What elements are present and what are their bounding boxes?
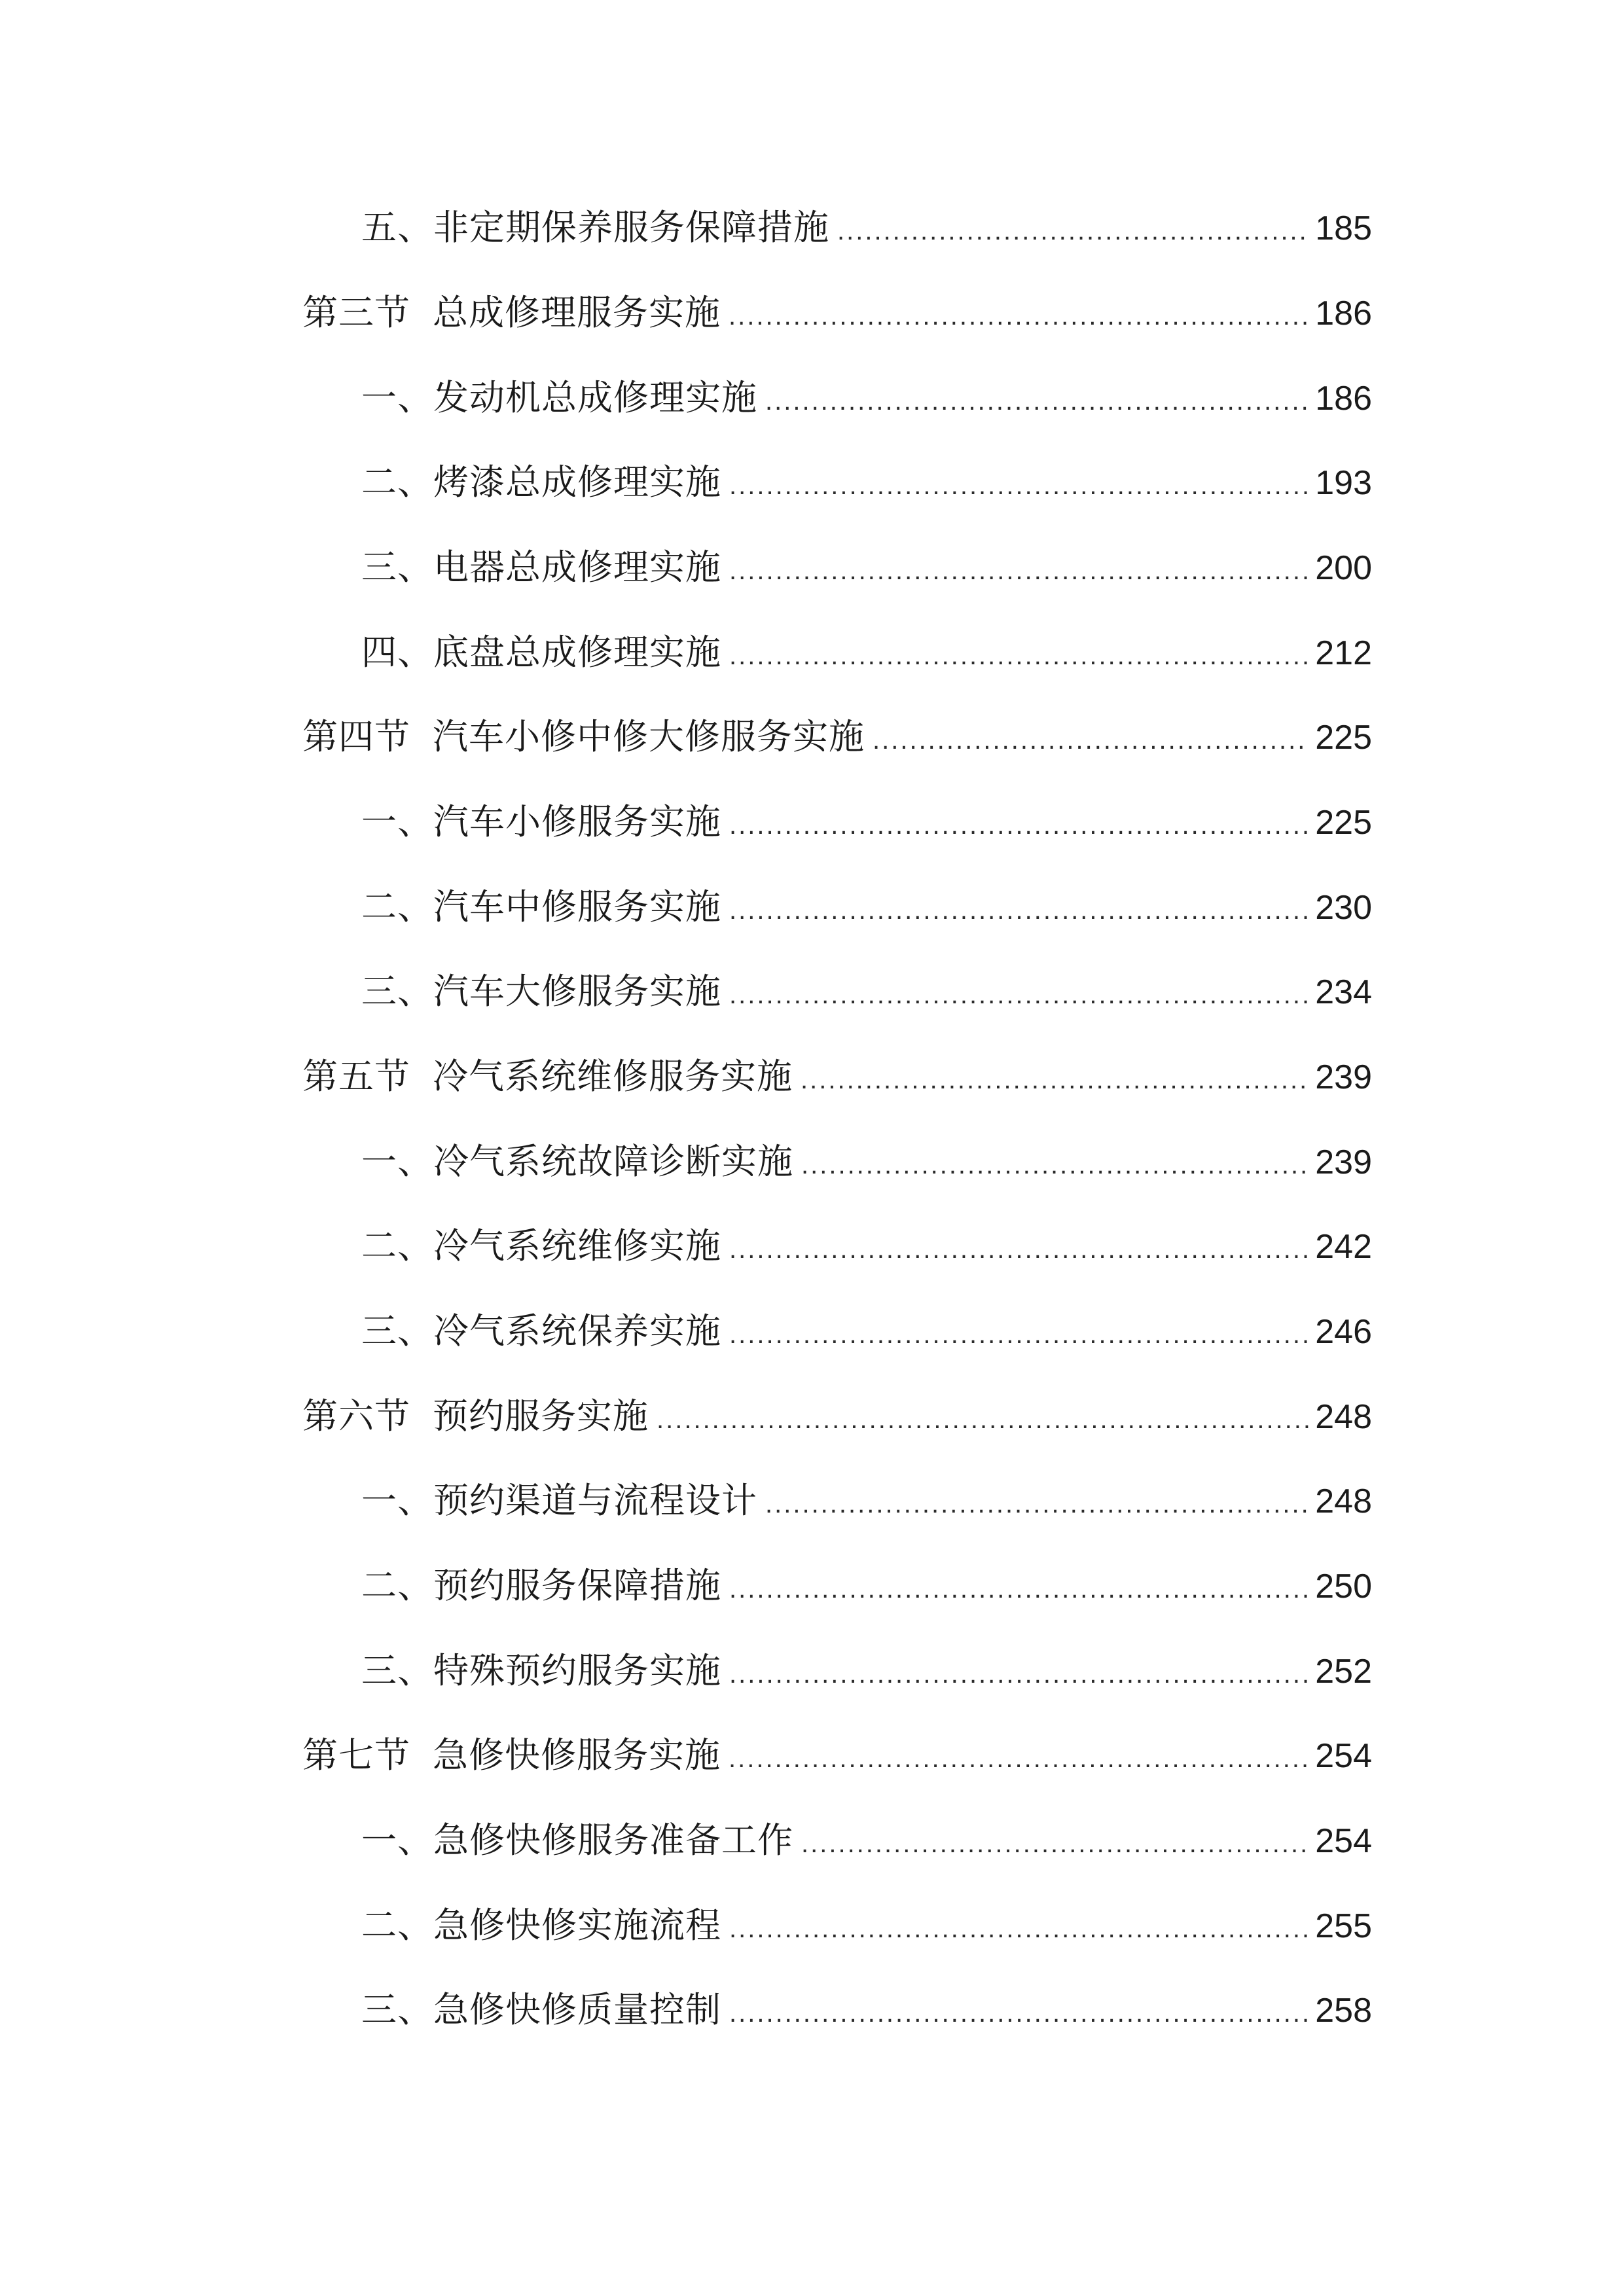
toc-entry[interactable] [361,1899,1372,1952]
toc-entry-label: 三、电器总成修理实施 [361,547,721,588]
toc-entry-title [361,1984,721,2036]
toc-entry[interactable] [361,541,1372,594]
toc-page-number: 239 [1315,1143,1372,1181]
toc-dot-leader [729,1223,1308,1276]
toc-page-number: 225 [1315,804,1372,842]
toc-dot-leader [729,1987,1308,2039]
toc-entry-label: 一、发动机总成修理实施 [361,377,757,418]
toc-entry-title [361,626,721,679]
toc-dot-leader [801,1139,1308,1191]
toc-entry[interactable] [361,202,1372,254]
toc-dot-leader [729,1563,1308,1615]
toc-entry-title [361,881,721,933]
toc-entry[interactable] [361,1984,1372,2036]
toc-entry-title [361,1560,721,1612]
toc-dot-leader [729,1903,1308,1955]
toc-entry-title [361,1305,721,1357]
toc-entry[interactable] [361,456,1372,509]
toc-entry-title [361,456,721,509]
toc-page-number: 254 [1315,1737,1372,1775]
toc-entry[interactable] [361,965,1372,1018]
toc-page-number: 250 [1315,1568,1372,1605]
toc-entry-label: 一、预约渠道与流程设计 [361,1480,757,1521]
toc-entry-title [361,1475,757,1527]
toc-entry-label: 三、冷气系统保养实施 [361,1310,721,1352]
toc-dot-leader [765,1478,1308,1530]
toc-page-number: 193 [1315,464,1372,502]
toc-entry[interactable] [361,626,1372,679]
toc-page-number: 185 [1315,209,1372,247]
toc-entry-label: 预约服务实施 [433,1395,649,1437]
toc-page-number: 225 [1315,719,1372,757]
toc-entry-title [361,1645,721,1697]
toc-entry-label: 三、汽车大修服务实施 [361,971,721,1012]
toc-page-number: 258 [1315,1992,1372,2030]
toc-entry[interactable] [302,287,1372,339]
toc-page-number: 239 [1315,1058,1372,1096]
toc-entry[interactable] [302,1729,1372,1782]
toc-entry-label: 一、急修快修服务准备工作 [361,1820,793,1861]
toc-entry-title [361,372,757,424]
toc-entry-title [302,287,721,339]
toc-page-number: 212 [1315,634,1372,672]
toc-entry-label: 三、急修快修质量控制 [361,1989,721,2030]
toc-entry-title [302,1390,649,1443]
toc-page-number: 186 [1315,295,1372,332]
toc-dot-leader [729,884,1308,937]
toc-dot-leader [729,799,1308,852]
toc-page-number: 246 [1315,1313,1372,1351]
toc-section-number: 第七节 [302,1734,410,1776]
toc-dot-leader [765,375,1308,427]
toc-entry-label: 二、汽车中修服务实施 [361,886,721,927]
toc-page-number: 252 [1315,1653,1372,1691]
toc-entry[interactable] [361,372,1372,424]
toc-entry-title [361,1814,793,1867]
toc-entry[interactable] [302,1390,1372,1443]
toc-page-number: 254 [1315,1822,1372,1860]
toc-entry-label: 一、汽车小修服务实施 [361,801,721,842]
toc-page-number: 248 [1315,1398,1372,1436]
toc-section-number: 第三节 [302,292,410,333]
toc-dot-leader [729,1648,1308,1700]
toc-page-number: 255 [1315,1907,1372,1945]
toc-dot-leader [837,205,1308,257]
toc-dot-leader [801,1054,1308,1106]
toc-dot-leader [729,290,1308,342]
toc-entry[interactable] [361,881,1372,933]
toc-entry[interactable] [302,1050,1372,1103]
toc-entry-title [302,711,865,763]
toc-entry-label: 五、非定期保养服务保障措施 [361,207,829,248]
toc-entry-label: 二、烤漆总成修理实施 [361,461,721,503]
toc-entry-label: 一、冷气系统故障诊断实施 [361,1141,793,1182]
toc-section-number: 第五节 [302,1056,410,1097]
toc-entry-label: 二、急修快修实施流程 [361,1905,721,1946]
toc-entry-label: 冷气系统维修服务实施 [433,1056,793,1097]
toc-entry-title [302,1729,721,1782]
toc-entry[interactable] [361,1220,1372,1272]
toc-entry-label: 四、底盘总成修理实施 [361,632,721,673]
toc-dot-leader [729,969,1308,1021]
toc-dot-leader [729,545,1308,597]
toc-entry[interactable] [302,711,1372,763]
toc-entry-label: 急修快修服务实施 [433,1734,721,1776]
toc-entry[interactable] [361,796,1372,848]
toc-entry[interactable] [361,1475,1372,1527]
toc-entry[interactable] [361,1560,1372,1612]
toc-section-number: 第六节 [302,1395,410,1437]
toc-page-number: 200 [1315,549,1372,587]
toc-entry[interactable] [361,1305,1372,1357]
toc-entry-title [361,1136,793,1188]
toc-dot-leader [801,1818,1308,1870]
toc-entry-title [361,541,721,594]
toc-dot-leader [729,630,1308,682]
toc-page-number: 248 [1315,1482,1372,1520]
toc-entry-label: 二、预约服务保障措施 [361,1565,721,1606]
toc-entry-label: 三、特殊预约服务实施 [361,1650,721,1691]
toc-entry-title [361,965,721,1018]
toc-dot-leader [873,714,1308,766]
toc-entry-label: 总成修理服务实施 [433,292,721,333]
toc-dot-leader [657,1393,1308,1446]
toc-entry[interactable] [361,1136,1372,1188]
toc-page-number: 234 [1315,973,1372,1011]
toc-entry-title [361,202,829,254]
toc-dot-leader [729,1308,1308,1361]
toc-entry-title [361,796,721,848]
toc-page-number: 242 [1315,1228,1372,1266]
toc-entry-title [361,1899,721,1952]
toc-entry-label: 二、冷气系统维修实施 [361,1225,721,1266]
toc-entry-title [361,1220,721,1272]
toc-entry[interactable] [361,1814,1372,1867]
toc-entry-label: 汽车小修中修大修服务实施 [433,716,865,757]
toc-entry-title [302,1050,793,1103]
toc-dot-leader [729,459,1308,512]
toc-page-number: 186 [1315,380,1372,418]
toc-page-number: 230 [1315,889,1372,927]
toc-entry[interactable] [361,1645,1372,1697]
toc-dot-leader [729,1732,1308,1785]
toc-section-number: 第四节 [302,716,410,757]
